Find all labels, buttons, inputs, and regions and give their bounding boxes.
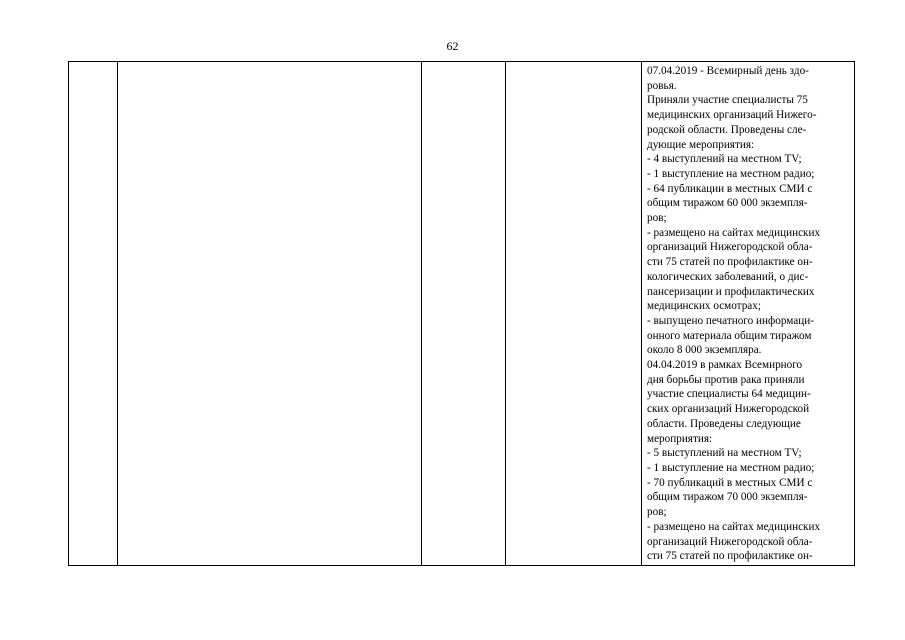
activity-line: родской области. Проведены сле- [647,123,807,136]
activity-line: ских организаций Нижегородской [647,403,810,416]
activity-line: дня борьбы против рака приняли [647,373,805,386]
activity-line: онного материала общим тиражом [647,329,812,342]
activity-line: медицинских организаций Нижего- [647,109,817,122]
activity-line: - 1 выступление на местном радио; [647,167,815,180]
activity-line: области. Проведены следующие [647,417,801,430]
activity-line: ров; [647,212,667,225]
activity-line: пансеризации и профилактических [647,285,815,298]
activity-line: мероприятия: [647,432,713,445]
table-cell-title [118,62,422,566]
activity-line: ров; [647,506,667,519]
activity-line: медицинских осмотрах; [647,300,761,313]
activity-line: - 4 выступлений на местном TV; [647,153,802,166]
activity-line: - размещено на сайтах медицинских [647,226,821,239]
activity-line: - размещено на сайтах медицинских [647,520,821,533]
activity-line: участие специалисты 64 медицин- [647,388,811,401]
activity-line: - 64 публикации в местных СМИ с [647,182,813,195]
table-cell-responsible [506,62,642,566]
activity-line: организаций Нижегородской обла- [647,241,813,254]
activity-report-text [642,62,854,564]
table-cell-deadline [422,62,506,566]
activity-line: ровья. [647,79,677,92]
table-cell-activity-report [642,62,855,566]
page-number: 62 [446,39,459,53]
activity-line: - 5 выступлений на местном TV; [647,447,802,460]
activity-line: - 70 публикаций в местных СМИ с [647,476,813,489]
activity-line: организаций Нижегородской обла- [647,535,813,548]
activity-line: 07.04.2019 - Всемирный день здо- [647,65,809,77]
activity-line: дующие мероприятия: [647,138,755,151]
table-cell-number [69,62,118,566]
activity-line: общим тиражом 60 000 экземпля- [647,197,808,210]
activity-line: кологических заболеваний, о дис- [647,270,809,283]
activity-line: сти 75 статей по профилактике он- [647,550,813,563]
activity-line: - 1 выступление на местном радио; [647,461,815,474]
activity-line: Приняли участие специалисты 75 [647,94,808,107]
activity-line: общим тиражом 70 000 экземпля- [647,491,808,504]
table-row [69,62,855,566]
document-table [68,61,855,566]
activity-line: около 8 000 экземпляра. [647,344,762,357]
activity-line: 04.04.2019 в рамках Всемирного [647,359,803,372]
activity-line: - выпущено печатного информаци- [647,314,814,327]
activity-line: сти 75 статей по профилактике он- [647,256,813,269]
